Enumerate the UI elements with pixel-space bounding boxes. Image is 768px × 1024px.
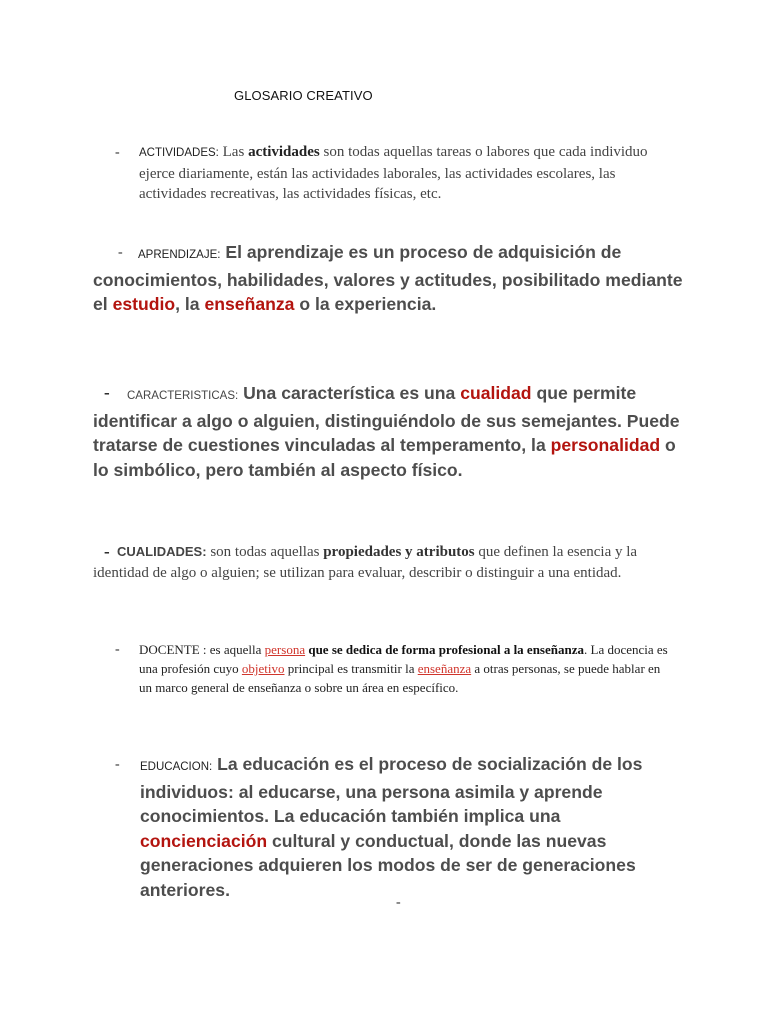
entry-text: Las xyxy=(222,144,245,160)
bullet-dash: - xyxy=(118,245,123,260)
entry-text: que se dedica de forma profesional a la enseñanza xyxy=(308,642,584,657)
entry-text: son todas aquellas tareas o labores que cada individuo ejerce diariamente, están las actividades laborales, las actividades escolares, las actividades recreativas, las actividades físicas, etc. xyxy=(139,144,648,202)
entry-actividades xyxy=(139,142,679,205)
entry-keyword: actividades xyxy=(248,144,320,160)
entry-label: DOCENTE : xyxy=(139,642,207,657)
entry-label: CUALIDADES: xyxy=(117,544,207,559)
entry-text: son todas aquellas xyxy=(210,544,320,560)
entry-aprendizaje xyxy=(93,240,683,317)
entry-text: que permite identificar a algo o alguien, distinguiéndolo de sus semejantes. Puede tratarse de cuestiones vinculadas al temperamento, la xyxy=(93,383,680,455)
entry-label: APRENDIZAJE: xyxy=(138,249,221,261)
entry-label: EDUCACION: xyxy=(140,761,213,773)
link-objetivo[interactable]: objetivo xyxy=(241,661,285,676)
link-persona[interactable]: persona xyxy=(264,642,306,657)
entry-educacion xyxy=(140,752,685,902)
entry-docente xyxy=(139,640,669,697)
entry-caracteristicas xyxy=(93,381,683,482)
bullet-dash: - xyxy=(104,542,110,561)
entry-keyword: concienciación xyxy=(140,830,268,851)
entry-text: es aquella xyxy=(209,642,262,657)
entry-text: El aprendizaje es un proceso de adquisición de conocimientos, habilidades, valores y actitudes, posibilitado mediante el xyxy=(93,242,683,314)
link-ensenanza[interactable]: enseñanza xyxy=(417,661,472,676)
entry-text: cultural y conductual, donde las nuevas generaciones adquieren los modos de ser de generaciones anteriores. xyxy=(140,830,636,900)
entry-keyword: propiedades y atributos xyxy=(323,544,475,560)
entry-text: o lo simbólico, pero también al aspecto físico. xyxy=(93,435,676,480)
entry-text: principal es transmitir la xyxy=(287,661,415,676)
entry-keyword: personalidad xyxy=(550,435,661,455)
bullet-dash: - xyxy=(115,642,120,657)
page-title: GLOSARIO CREATIVO xyxy=(234,88,373,103)
entry-text: , la xyxy=(175,294,200,314)
trailing-dash: - xyxy=(396,895,401,910)
entry-text: La educación es el proceso de socialización de los individuos: al educarse, una persona asimila y aprende conocimientos. La educación también implica una xyxy=(140,754,643,826)
entry-text: o la experiencia. xyxy=(299,294,437,314)
bullet-dash: - xyxy=(115,145,120,160)
entry-keyword: cualidad xyxy=(460,383,532,403)
entry-label: ACTIVIDADES: xyxy=(139,147,219,159)
entry-text: . La docencia es una profesión cuyo xyxy=(139,642,668,676)
entry-keyword: estudio xyxy=(112,294,176,314)
bullet-dash: - xyxy=(104,383,110,402)
entry-keyword: enseñanza xyxy=(204,294,295,314)
entry-cualidades xyxy=(93,542,653,583)
entry-text: Una característica es una xyxy=(243,383,456,403)
entry-text: a otras personas, se puede hablar en un marco general de enseñanza o sobre un área en específico. xyxy=(139,661,661,695)
bullet-dash: - xyxy=(115,757,120,772)
entry-text: que definen la esencia y la identidad de algo o alguien; se utilizan para evaluar, describir o distinguir a una entidad. xyxy=(93,544,638,581)
entry-label: CARACTERISTICAS: xyxy=(127,390,239,402)
